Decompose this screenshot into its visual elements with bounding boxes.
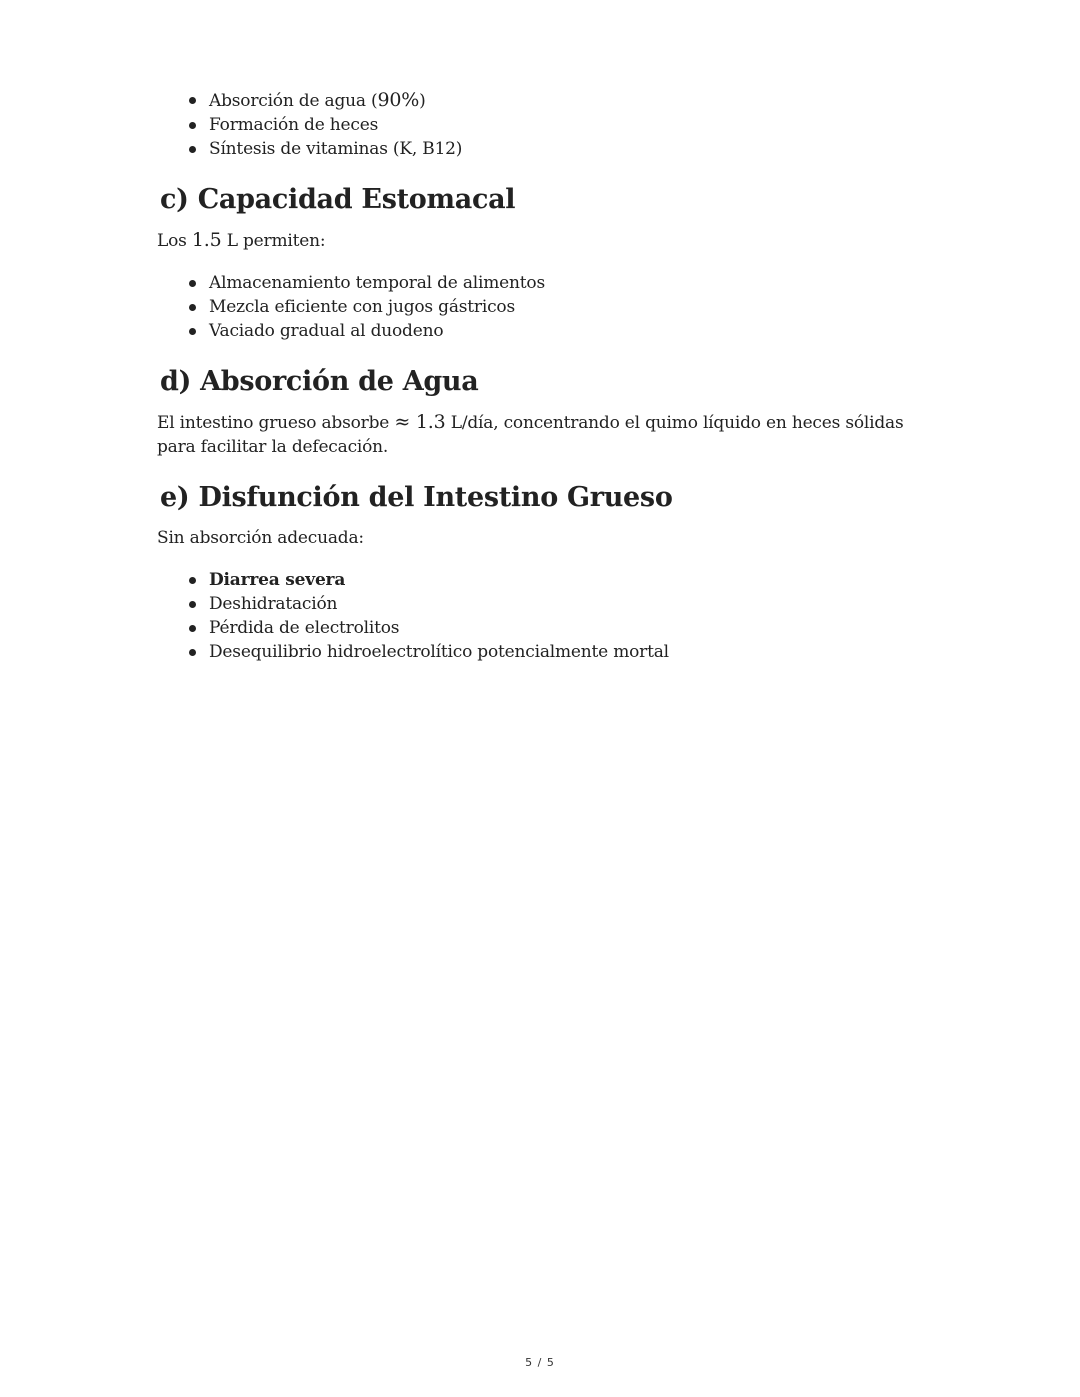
list-item-text: ) bbox=[419, 91, 426, 111]
list-item-text: Absorción de agua ( bbox=[209, 91, 378, 111]
document-page bbox=[157, 88, 917, 664]
paragraph-text: para facilitar la defecación. bbox=[157, 437, 389, 457]
math-value: ≈ 1.3 bbox=[394, 411, 446, 433]
list-item: Formación de heces bbox=[187, 113, 917, 137]
section-c-list bbox=[157, 271, 917, 343]
section-heading-e: e) Disfunción del Intestino Grueso bbox=[160, 482, 673, 513]
section-c-intro bbox=[157, 228, 917, 253]
math-value: 1.5 bbox=[191, 229, 222, 251]
paragraph-text: El intestino grueso absorbe bbox=[157, 413, 395, 433]
list-item: Mezcla eficiente con jugos gástricos bbox=[187, 295, 917, 319]
section-e-intro: Sin absorción adecuada: bbox=[157, 528, 364, 548]
list-item: Pérdida de electrolitos bbox=[187, 616, 917, 640]
section-d-paragraph bbox=[157, 410, 917, 459]
list-item: Síntesis de vitaminas (K, B12) bbox=[187, 137, 917, 161]
list-item: Diarrea severa bbox=[187, 568, 917, 592]
list-item: Vaciado gradual al duodeno bbox=[187, 319, 917, 343]
page-indicator: 5 / 5 bbox=[525, 1356, 555, 1369]
top-bullet-list bbox=[157, 88, 917, 161]
list-item: Deshidratación bbox=[187, 592, 917, 616]
intro-text: L permiten: bbox=[221, 231, 326, 251]
list-item: Almacenamiento temporal de alimentos bbox=[187, 271, 917, 295]
section-e-list bbox=[157, 568, 917, 664]
intro-text: Los bbox=[157, 231, 192, 251]
section-heading-d: d) Absorción de Agua bbox=[160, 366, 479, 397]
section-heading-c: c) Capacidad Estomacal bbox=[160, 184, 516, 215]
paragraph-text: L/día, concentrando el quimo líquido en heces sólidas bbox=[445, 413, 904, 433]
math-value: 90% bbox=[377, 89, 420, 111]
list-item: Desequilibrio hidroelectrolítico potencialmente mortal bbox=[187, 640, 917, 664]
list-item bbox=[187, 88, 917, 113]
